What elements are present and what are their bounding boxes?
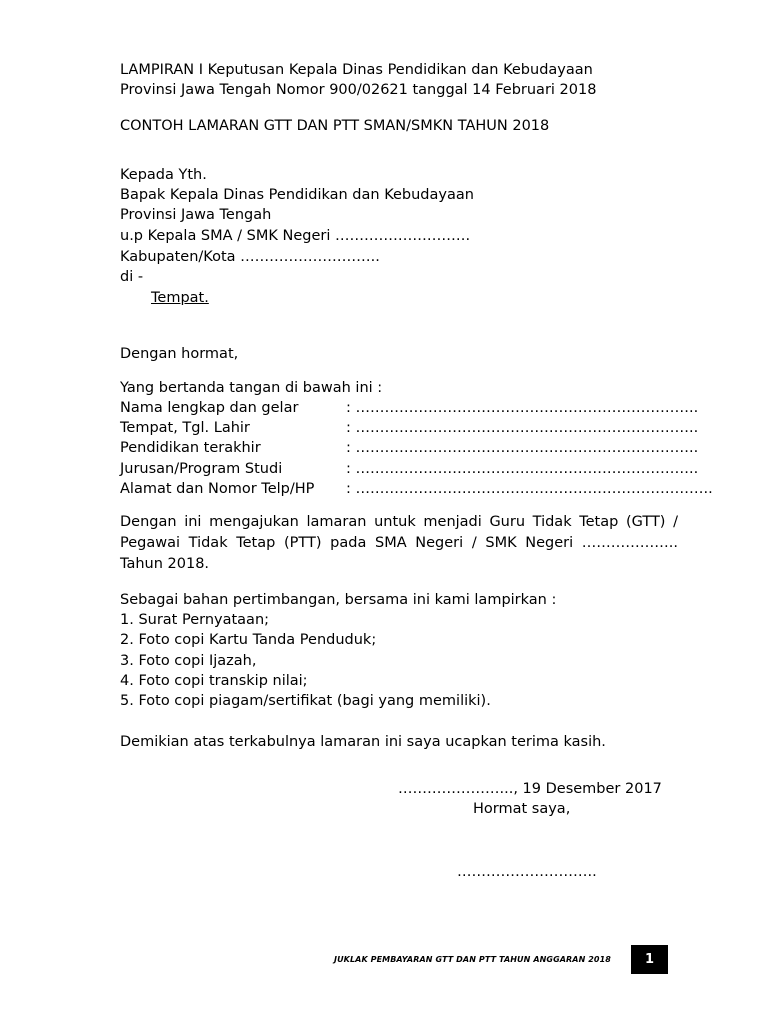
field-value: : …………………………………………………………….. bbox=[346, 440, 699, 456]
signature-name-line: ……………………….. bbox=[457, 864, 597, 880]
field-label: Alamat dan Nomor Telp/HP bbox=[120, 481, 315, 497]
footer-text: JUKLAK PEMBAYARAN GTT DAN PTT TAHUN ANGGARAN 2018 bbox=[334, 955, 611, 964]
field-value: : ……………………………………………………………….. bbox=[346, 481, 713, 497]
field-value: : …………………………………………………………….. bbox=[346, 461, 699, 477]
field-label: Jurusan/Program Studi bbox=[120, 461, 283, 477]
header-line-1: LAMPIRAN I Keputusan Kepala Dinas Pendidikan dan Kebudayaan bbox=[120, 62, 593, 78]
attachment-item: 3. Foto copi Ijazah, bbox=[120, 653, 257, 669]
header-line-2: Provinsi Jawa Tengah Nomor 900/02621 tanggal 14 Februari 2018 bbox=[120, 82, 597, 98]
attachment-item: 1. Surat Pernyataan; bbox=[120, 612, 270, 628]
address-line: Provinsi Jawa Tengah bbox=[120, 207, 272, 223]
document-subtitle: CONTOH LAMARAN GTT DAN PTT SMAN/SMKN TAHUN 2018 bbox=[120, 118, 550, 134]
address-line: di - bbox=[120, 269, 144, 285]
attachment-item: 5. Foto copi piagam/sertifikat (bagi yang memiliki). bbox=[120, 693, 491, 709]
signature-regards: Hormat saya, bbox=[473, 801, 571, 817]
closing-text: Demikian atas terkabulnya lamaran ini saya ucapkan terima kasih. bbox=[120, 734, 606, 750]
field-value: : …………………………………………………………….. bbox=[346, 420, 699, 436]
address-tempat: Tempat. bbox=[151, 290, 209, 306]
field-label: Pendidikan terakhir bbox=[120, 440, 261, 456]
attachment-item: 4. Foto copi transkip nilai; bbox=[120, 673, 308, 689]
signature-date: …………………..., 19 Desember 2017 bbox=[398, 781, 662, 797]
salutation: Dengan hormat, bbox=[120, 346, 239, 362]
address-line: u.p Kepala SMA / SMK Negeri ………………………. bbox=[120, 228, 471, 244]
address-line: Bapak Kepala Dinas Pendidikan dan Kebudayaan bbox=[120, 187, 474, 203]
intro-text: Yang bertanda tangan di bawah ini : bbox=[120, 380, 383, 396]
field-label: Tempat, Tgl. Lahir bbox=[120, 420, 250, 436]
address-line: Kabupaten/Kota ……………………….. bbox=[120, 249, 380, 265]
page-number-label: 1 bbox=[644, 952, 655, 967]
attachment-item: 2. Foto copi Kartu Tanda Penduduk; bbox=[120, 632, 377, 648]
page-number bbox=[631, 945, 668, 974]
field-label: Nama lengkap dan gelar bbox=[120, 400, 299, 416]
application-paragraph: Dengan ini mengajukan lamaran untuk menjadi Guru Tidak Tetap (GTT) / Pegawai Tidak Tetap (PTT) pada SMA Negeri / SMK Negeri ……………….. Tahun 2018. bbox=[120, 514, 678, 572]
attachments-intro: Sebagai bahan pertimbangan, bersama ini kami lampirkan : bbox=[120, 592, 557, 608]
address-line: Kepada Yth. bbox=[120, 167, 207, 183]
field-value: : …………………………………………………………….. bbox=[346, 400, 699, 416]
